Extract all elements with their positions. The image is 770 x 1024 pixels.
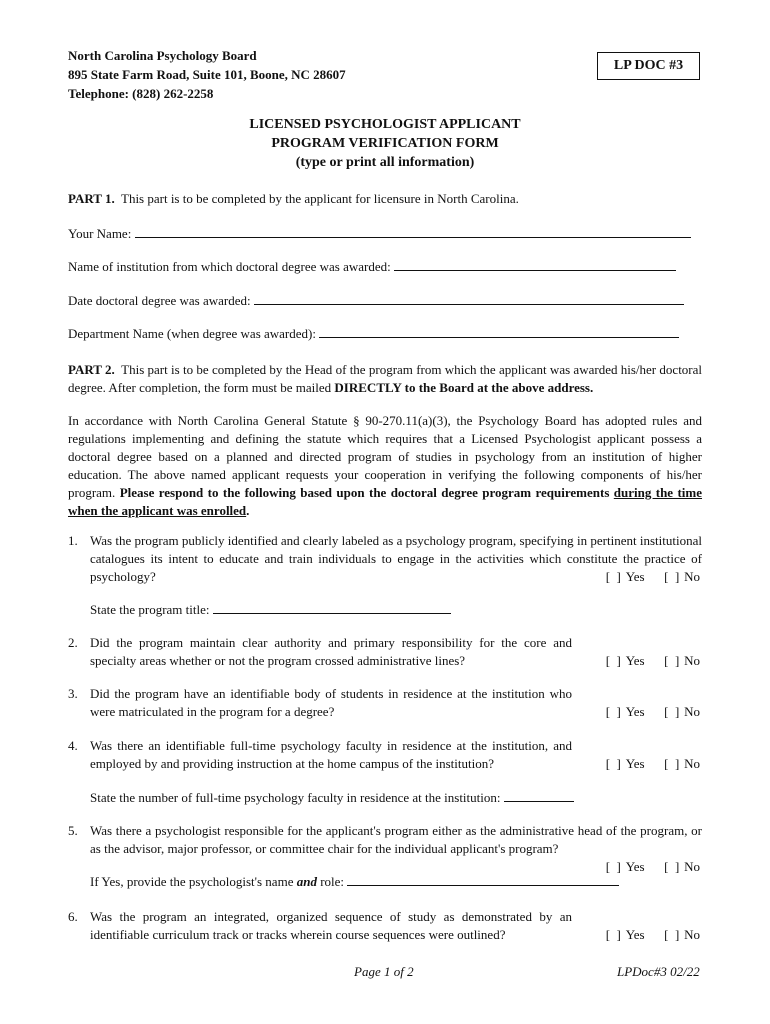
no-label: No [684,756,700,771]
department-field-label: Department Name (when degree was awarded): [68,326,316,341]
yes-label: Yes [625,704,645,719]
part1-text: This part is to be completed by the applicant for licensure in North Carolina. [121,191,519,206]
yes-no-choice [606,568,700,586]
yes-label: Yes [625,927,645,942]
statute-bold: Please respond to the following based upon the doctoral degree program requirements [119,485,610,500]
faculty-count-line[interactable] [504,789,574,802]
faculty-count-field [90,789,574,807]
name-field [68,225,691,243]
program-title-label: State the program title: [90,602,210,617]
part2-text: This part is to be completed by the Head of the program from which the applicant was awarded his/her doctoral degree. After completion, the form must be mailed [68,362,703,395]
question-number: 5. [68,823,78,838]
statute-underline: during the time when the applicant was enrolled [68,485,703,518]
no-label: No [684,704,700,719]
role-label: role: [320,874,345,889]
no-checkbox[interactable]: [ ] [664,756,680,771]
question-1 [68,532,702,586]
no-checkbox[interactable]: [ ] [664,859,680,874]
department-field [68,325,679,343]
faculty-count-label: State the number of full-time psychology faculty in residence at the institution: [90,790,501,805]
doc-code: LPDoc#3 02/22 [617,964,700,979]
yes-checkbox[interactable]: [ ] [605,704,621,719]
no-label: No [684,653,700,668]
yes-checkbox[interactable]: [ ] [605,859,621,874]
yes-label: Yes [625,859,645,874]
yes-checkbox[interactable]: [ ] [605,927,621,942]
yes-checkbox[interactable]: [ ] [605,653,621,668]
org-address: 895 State Farm Road, Suite 101, Boone, NC 28607 [68,67,346,82]
yes-label: Yes [625,653,645,668]
no-checkbox[interactable]: [ ] [664,569,680,584]
question-text: Was the program an integrated, organized sequence of study as demonstrated by an identifiable curriculum track or tracks wherein course sequences were outlined? [90,909,572,942]
psychologist-name-label: If Yes, provide the psychologist's name [90,874,294,889]
institution-field [68,258,676,276]
name-field-label: Your Name: [68,226,132,241]
yes-no-choice [606,755,700,773]
yes-no-choice [606,652,700,670]
no-label: No [684,927,700,942]
program-title-field [90,601,451,619]
question-text: Did the program maintain clear authority and primary responsibility for the core and specialty areas whether or not the program crossed administrative lines? [90,635,572,668]
no-checkbox[interactable]: [ ] [664,704,680,719]
psychologist-name-field [90,873,619,891]
page-number: Page 1 of 2 [354,964,414,979]
question-5 [68,822,702,874]
date-field-label: Date doctoral degree was awarded: [68,293,251,308]
yes-checkbox[interactable]: [ ] [605,569,621,584]
statute-text: In accordance with North Carolina General Statute § 90-270.11(a)(3), the Psychology Board has adopted rules and regulations implementing and defining the statute which requires that a Licensed Psychologist applicant possess a doctoral degree based on a planned and directed program of studies in psychology from an institution of higher education. The above named applicant requests your cooperation in verifying the following components of his/her program. [68,413,702,500]
institution-field-label: Name of institution from which doctoral degree was awarded: [68,259,391,274]
question-4 [68,737,702,773]
part2-intro [68,361,702,397]
title-line-2: PROGRAM VERIFICATION FORM [271,136,499,151]
date-field-line[interactable] [254,292,684,305]
question-text: Was the program publicly identified and clearly labeled as a psychology program, specifying in pertinent institutional catalogues its intent to educate and train individuals to engage in the activities which constitute the practice of psychology? [90,533,702,584]
part1-label: PART 1. [68,191,115,206]
yes-no-choice [606,703,700,721]
title-line-3: (type or print all information) [295,155,475,170]
question-number: 4. [68,738,78,753]
program-title-line[interactable] [213,601,451,614]
yes-checkbox[interactable]: [ ] [605,756,621,771]
form-title [0,115,770,172]
institution-field-line[interactable] [394,258,676,271]
yes-no-choice [606,926,700,944]
statute-end: . [246,503,250,518]
question-6 [68,908,702,944]
letterhead [68,46,346,103]
title-line-1: LICENSED PSYCHOLOGIST APPLICANT [249,117,521,132]
question-number: 6. [68,909,78,924]
org-name: North Carolina Psychology Board [68,48,257,63]
name-field-line[interactable] [135,225,691,238]
department-field-line[interactable] [319,325,679,338]
part1-intro [68,190,519,208]
question-text: Was there an identifiable full-time psychology faculty in residence at the institution, and employed by and providing instruction at the home campus of the institution? [90,738,572,771]
yes-label: Yes [625,756,645,771]
question-3 [68,685,702,721]
statute-paragraph [68,412,702,520]
question-number: 3. [68,686,78,701]
question-number: 2. [68,635,78,650]
question-text: Was there a psychologist responsible for the applicant's program either as the administrative head of the program, or as the advisor, major professor, or committee chair for the individual applicant's program? [90,823,702,856]
no-label: No [684,859,700,874]
no-label: No [684,569,700,584]
date-field [68,292,684,310]
org-phone: Telephone: (828) 262-2258 [68,86,214,101]
doc-label: LP DOC #3 [597,52,700,80]
no-checkbox[interactable]: [ ] [664,653,680,668]
question-number: 1. [68,533,78,548]
part2-label: PART 2. [68,362,115,377]
and-emphasis: and [296,874,317,889]
yes-label: Yes [625,569,645,584]
no-checkbox[interactable]: [ ] [664,927,680,942]
part2-emphasis: DIRECTLY to the Board at the above address. [334,380,594,395]
question-2 [68,634,702,670]
question-text: Did the program have an identifiable body of students in residence at the institution who were matriculated in the program for a degree? [90,686,572,719]
psychologist-name-line[interactable] [347,873,619,886]
yes-no-choice [606,858,700,876]
